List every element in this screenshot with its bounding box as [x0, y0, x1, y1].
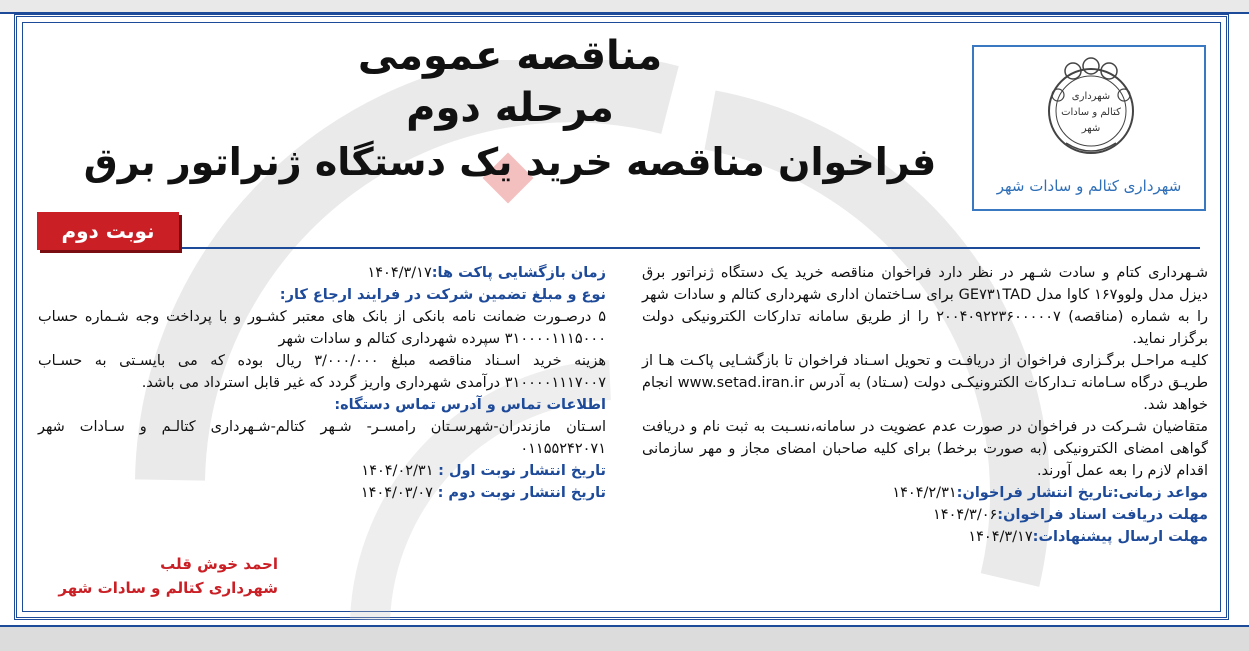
title-line-2: مرحله دوم: [406, 85, 614, 131]
seal-icon: [974, 47, 1208, 197]
title-line-3: فراخوان مناقصه خرید یک دستگاه ژنراتور برق: [83, 140, 937, 184]
publish-label: تاریخ انتشار نوبت دوم :: [437, 485, 606, 501]
date-label: مهلت ارسال پیشنهادات:: [1032, 529, 1208, 545]
cost-text: هزینه خرید اسـناد مناقصه مبلغ ۳/۰۰۰/۰۰۰ ریال بوده که می بایسـتی به حسـاب ۳۱۰۰۰۰۱۱۱۷۰۰۷ درآمدی شهرداری واریز گردد که غیر قابل استرداد می باشد.: [38, 353, 606, 391]
title-line-1: مناقصه عمومی: [357, 33, 663, 79]
title-block: [60, 30, 960, 190]
right-column: [642, 262, 1208, 548]
publish-value: ۱۴۰۴/۰۲/۳۱: [361, 463, 434, 479]
signer-organization: شهرداری کتالم و سادات شهر: [58, 579, 278, 597]
signature-block: [38, 552, 278, 600]
publish-first-row: [38, 460, 606, 482]
date-row-publish: [642, 482, 1208, 504]
date-value: ۱۴۰۴/۳/۱۷: [968, 529, 1033, 545]
section-divider: [40, 247, 1200, 249]
date-row-proposals: [642, 526, 1208, 548]
left-column: [38, 262, 606, 504]
contact-text: اسـتان مازندران-شهرسـتان رامسـر- شـهر کتالم-شـهرداری کتالـم و سـادات شهر ۰۱۱۵۵۲۴۲۰۷۱: [38, 419, 606, 457]
contact-heading: اطلاعات تماس و آدرس تماس دستگاه:: [334, 397, 606, 413]
seal-line-3: شهر: [1081, 123, 1101, 134]
municipality-logo: [972, 45, 1206, 211]
opening-label: زمان بازگشایی پاکت ها:: [431, 265, 606, 281]
publish-second-row: [38, 482, 606, 504]
signer-name: احمد خوش قلب: [160, 555, 278, 573]
logo-caption: شهرداری کتالم و سادات شهر: [996, 177, 1182, 195]
date-label: مهلت دریافت اسناد فراخوان:: [997, 507, 1208, 523]
seal-line-2: کتالم و سادات: [1061, 107, 1121, 118]
date-row-documents: [642, 504, 1208, 526]
process-paragraph: کلیـه مراحـل برگـزاری فراخوان از دریافـت و تحویل اسـناد فراخوان تا بازگشـایی پاکـت هـا از طریـق درگاه سـامانه تـدارکات الکترونیکـی دولت (سـتاد) به آدرس www.setad.iran.ir انجام خواهد شد.: [642, 353, 1208, 413]
seal-line-1: شهرداری: [1071, 91, 1111, 102]
date-value: ۱۴۰۴/۳/۰۶: [933, 507, 998, 523]
guarantee-text: ۵ درصـورت ضمانت نامه بانکی از بانک های معتبر کشـور و با پرداخت وجه شـماره حساب ۳۱۰۰۰۰۱۱۱۵۰۰۰ سپرده شهرداری کتالم و سادات شهر: [38, 309, 606, 347]
bottom-strip: [0, 625, 1249, 651]
publish-label: تاریخ انتشار نوبت اول :: [438, 463, 606, 479]
opening-row: [38, 262, 606, 284]
date-value: ۱۴۰۴/۲/۳۱: [892, 485, 957, 501]
publish-value: ۱۴۰۴/۰۳/۰۷: [360, 485, 433, 501]
intro-paragraph: شـهرداری کتام و سادت شـهر در نظر دارد فراخوان مناقصه خرید یک دستگاه ژنراتور برق دیزل مدل ولوو۱۶۷ کاوا مدل GE۷۳۱TAD برای سـاختمان اداری شهرداری کتالم و سادات شهر را به شماره (مناقصه) ۲۰۰۴۰۹۲۲۳۶۰۰۰۰۰۷ را از طریق سامانه تدارکات الکترونیکی دولت برگزار نماید.: [642, 265, 1209, 347]
top-strip: [0, 0, 1249, 14]
date-label: مواعد زمانی:تاریخ انتشار فراخوان:: [956, 485, 1208, 501]
registration-paragraph: متقاضیان شـرکت در فراخوان در صورت عدم عضویت در سامانه،نسـبت به ثبت نام و دریافت گواهی امضای الکترونیکی (به صورت برخط) برای کلیه صاحبان امضای مجاز و مهر سازمانی اقدام لازم را بعه عمل آورند.: [642, 419, 1208, 479]
round-badge: نوبت دوم: [37, 212, 179, 250]
guarantee-heading: نوع و مبلغ تضمین شرکت در فرایند ارجاع کار:: [279, 287, 606, 303]
opening-value: ۱۴۰۴/۳/۱۷: [367, 265, 432, 281]
